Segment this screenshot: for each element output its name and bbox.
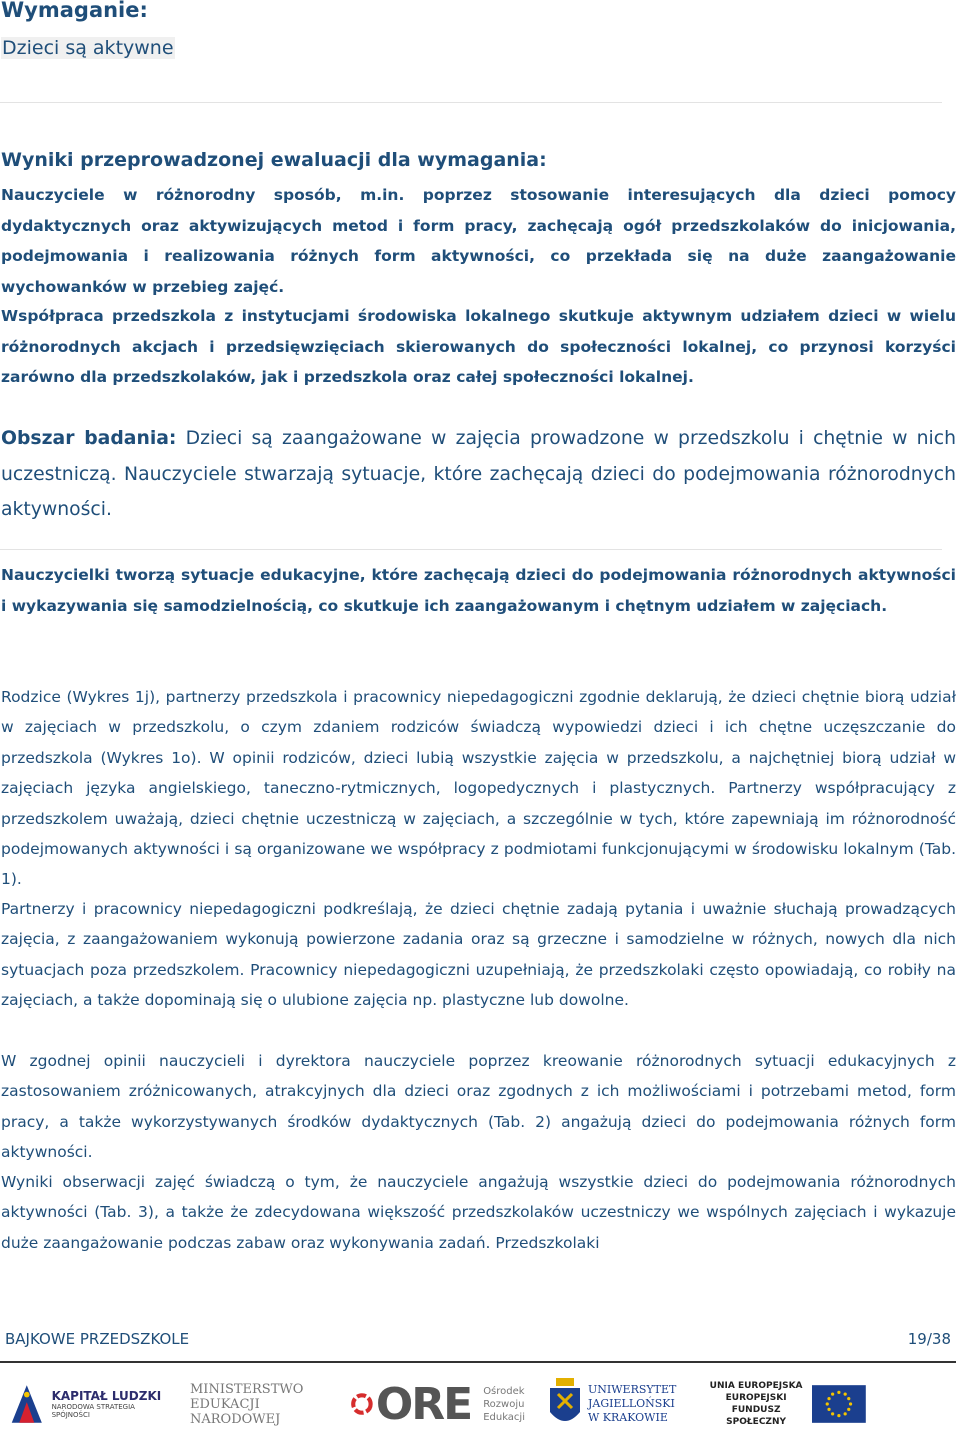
results-paragraph-1: Nauczyciele w różnorodny sposób, m.in. poprzez stosowanie interesujących dla dzieci pomocy dydaktycznych oraz aktywizujących metod i form pracy, zachęcają ogół przedszkolaków do inicjowania, podejmowania i realizowania różnych form aktywności, co przekłada się na duże zaangażowanie wychowanków w przebieg zajęć. — [1, 186, 956, 296]
body-paragraph-4: Wyniki obserwacji zajęć świadczą o tym, że nauczyciele angażują wszystkie dzieci do podejmowania różnorodnych aktywności (Tab. 3), a także że zdecydowana większość przedszkolaków uczestniczy we wspólnych zajęciach i wykazuje duże zaangażowanie podczas zabaw oraz wykonywania zadań. Przedszkolaki — [1, 1173, 956, 1252]
ore-wordmark: ORE — [375, 1378, 472, 1430]
page-number: 19/38 — [907, 1330, 951, 1348]
requirement-heading: Wymaganie: — [1, 0, 148, 22]
divider — [0, 102, 942, 103]
research-area-label: Obszar badania: — [1, 428, 177, 449]
ore-logo — [350, 1368, 525, 1440]
body-paragraph-2: Partnerzy i pracownicy niepedagogiczni podkreślają, że dzieci chętnie zadają pytania i uważnie słuchają prowadzących zajęcia, z zaangażowaniem wykonują powierzone zadania oraz są grzeczne i samodzielne w różnych, nowych dla nich sytuacjach poza przedszkolem. Pracownicy niepedagogiczni uzupełniają, że przedszkolaki często opowiadają, co robiły na zajęciach, a także dopominają się o ulubione zajęcia np. plastyczne lub dowolne. — [1, 900, 956, 1010]
divider — [0, 549, 942, 550]
footer-school-name: BAJKOWE PRZEDSZKOLE — [5, 1330, 190, 1348]
men-line-3: NARODOWEJ — [190, 1411, 281, 1427]
eu-flag-icon — [812, 1383, 866, 1425]
research-area — [1, 421, 956, 528]
requirement-value: Dzieci są aktywne — [2, 37, 174, 59]
eu-logo — [706, 1368, 866, 1440]
kl-subtitle: NARODOWA STRATEGIA SPÓJNOŚCI — [51, 1403, 135, 1419]
ore-line-1: Ośrodek — [483, 1385, 525, 1397]
men-line-2: EDUKACJI — [190, 1396, 260, 1412]
kapital-ludzki-icon — [8, 1380, 46, 1428]
uj-line-2: JAGIELLOŃSKI — [588, 1397, 675, 1410]
uj-logo — [548, 1368, 688, 1440]
research-area-text: Dzieci są zaangażowane w zajęcia prowadzone w przedszkolu i chętnie w nich uczestniczą. Nauczyciele stwarzają sytuacje, które zachęcają dzieci do podejmowania różnorodnych aktywności. — [1, 428, 956, 520]
kl-title: KAPITAŁ LUDZKI — [51, 1389, 162, 1403]
men-line-1: MINISTERSTWO — [190, 1381, 304, 1397]
results-paragraph-2: Współpraca przedszkola z instytucjami środowiska lokalnego skutkuje aktywnym udziałem dzieci w wielu różnorodnych akcjach i przedsięwzięciach skierowanych do społeczności lokalnej, co przynosi korzyści zarówno dla przedszkolaków, jak i przedszkola oraz całej społeczności lokalnej. — [1, 307, 956, 386]
uj-line-1: UNIWERSYTET — [588, 1383, 677, 1396]
uj-line-3: W KRAKOWIE — [588, 1411, 668, 1424]
eu-line-1: UNIA EUROPEJSKA — [709, 1381, 803, 1391]
men-logo — [190, 1368, 320, 1440]
ore-ring-icon — [350, 1378, 374, 1430]
ore-line-2: Rozwoju — [483, 1398, 525, 1410]
kapital-ludzki-logo — [8, 1368, 168, 1440]
eu-line-3: FUNDUSZ SPOŁECZNY — [726, 1405, 787, 1427]
results-heading: Wyniki przeprowadzonej ewaluacji dla wymagania: — [1, 149, 547, 171]
body-paragraph-3: W zgodnej opinii nauczycieli i dyrektora nauczyciele poprzez kreowanie różnorodnych sytuacji edukacyjnych z zastosowaniem zróżnicowanych, atrakcyjnych dla dzieci oraz zgodnych z ich możliwościami i potrzebami metod, form pracy, a także wykorzystywanych środków dydaktycznych (Tab. 2) angażują dzieci do podejmowania różnych form aktywności. — [1, 1052, 956, 1162]
summary-paragraph: Nauczycielki tworzą sytuacje edukacyjne, które zachęcają dzieci do podejmowania różnorodnych aktywności i wykazywania się samodzielnością, co skutkuje ich zaangażowanym i chętnym udziałem w zajęciach. — [1, 566, 956, 615]
ore-line-3: Edukacji — [483, 1411, 525, 1423]
footer-divider — [0, 1361, 956, 1363]
body-paragraph-1: Rodzice (Wykres 1j), partnerzy przedszkola i pracownicy niepedagogiczni zgodnie deklarują, że dzieci chętnie biorą udział w zajęciach w przedszkolu, o czym zdaniem rodziców świadczą wypowiedzi dzieci i ich chętne uczęszczanie do przedszkola (Wykres 1o). W opinii rodziców, dzieci lubią wszystkie zajęcia w przedszkolu, a najchętniej biorą udział w zajęciach języka angielskiego, taneczno-rytmicznych, logopedycznych i plastycznych. Partnerzy współpracujący z przedszkolem uważają, dzieci chętnie uczestniczą w zajęciach, a szczególnie w tych, które zapewniają im różnorodność podejmowanych aktywności i są organizowane we współpracy z podmiotami funkcjonującymi w środowisku lokalnym (Tab. 1). — [1, 688, 956, 889]
eu-line-2: EUROPEJSKI — [725, 1393, 787, 1403]
sponsor-logos — [0, 1368, 960, 1448]
uj-crest-icon — [548, 1376, 582, 1432]
